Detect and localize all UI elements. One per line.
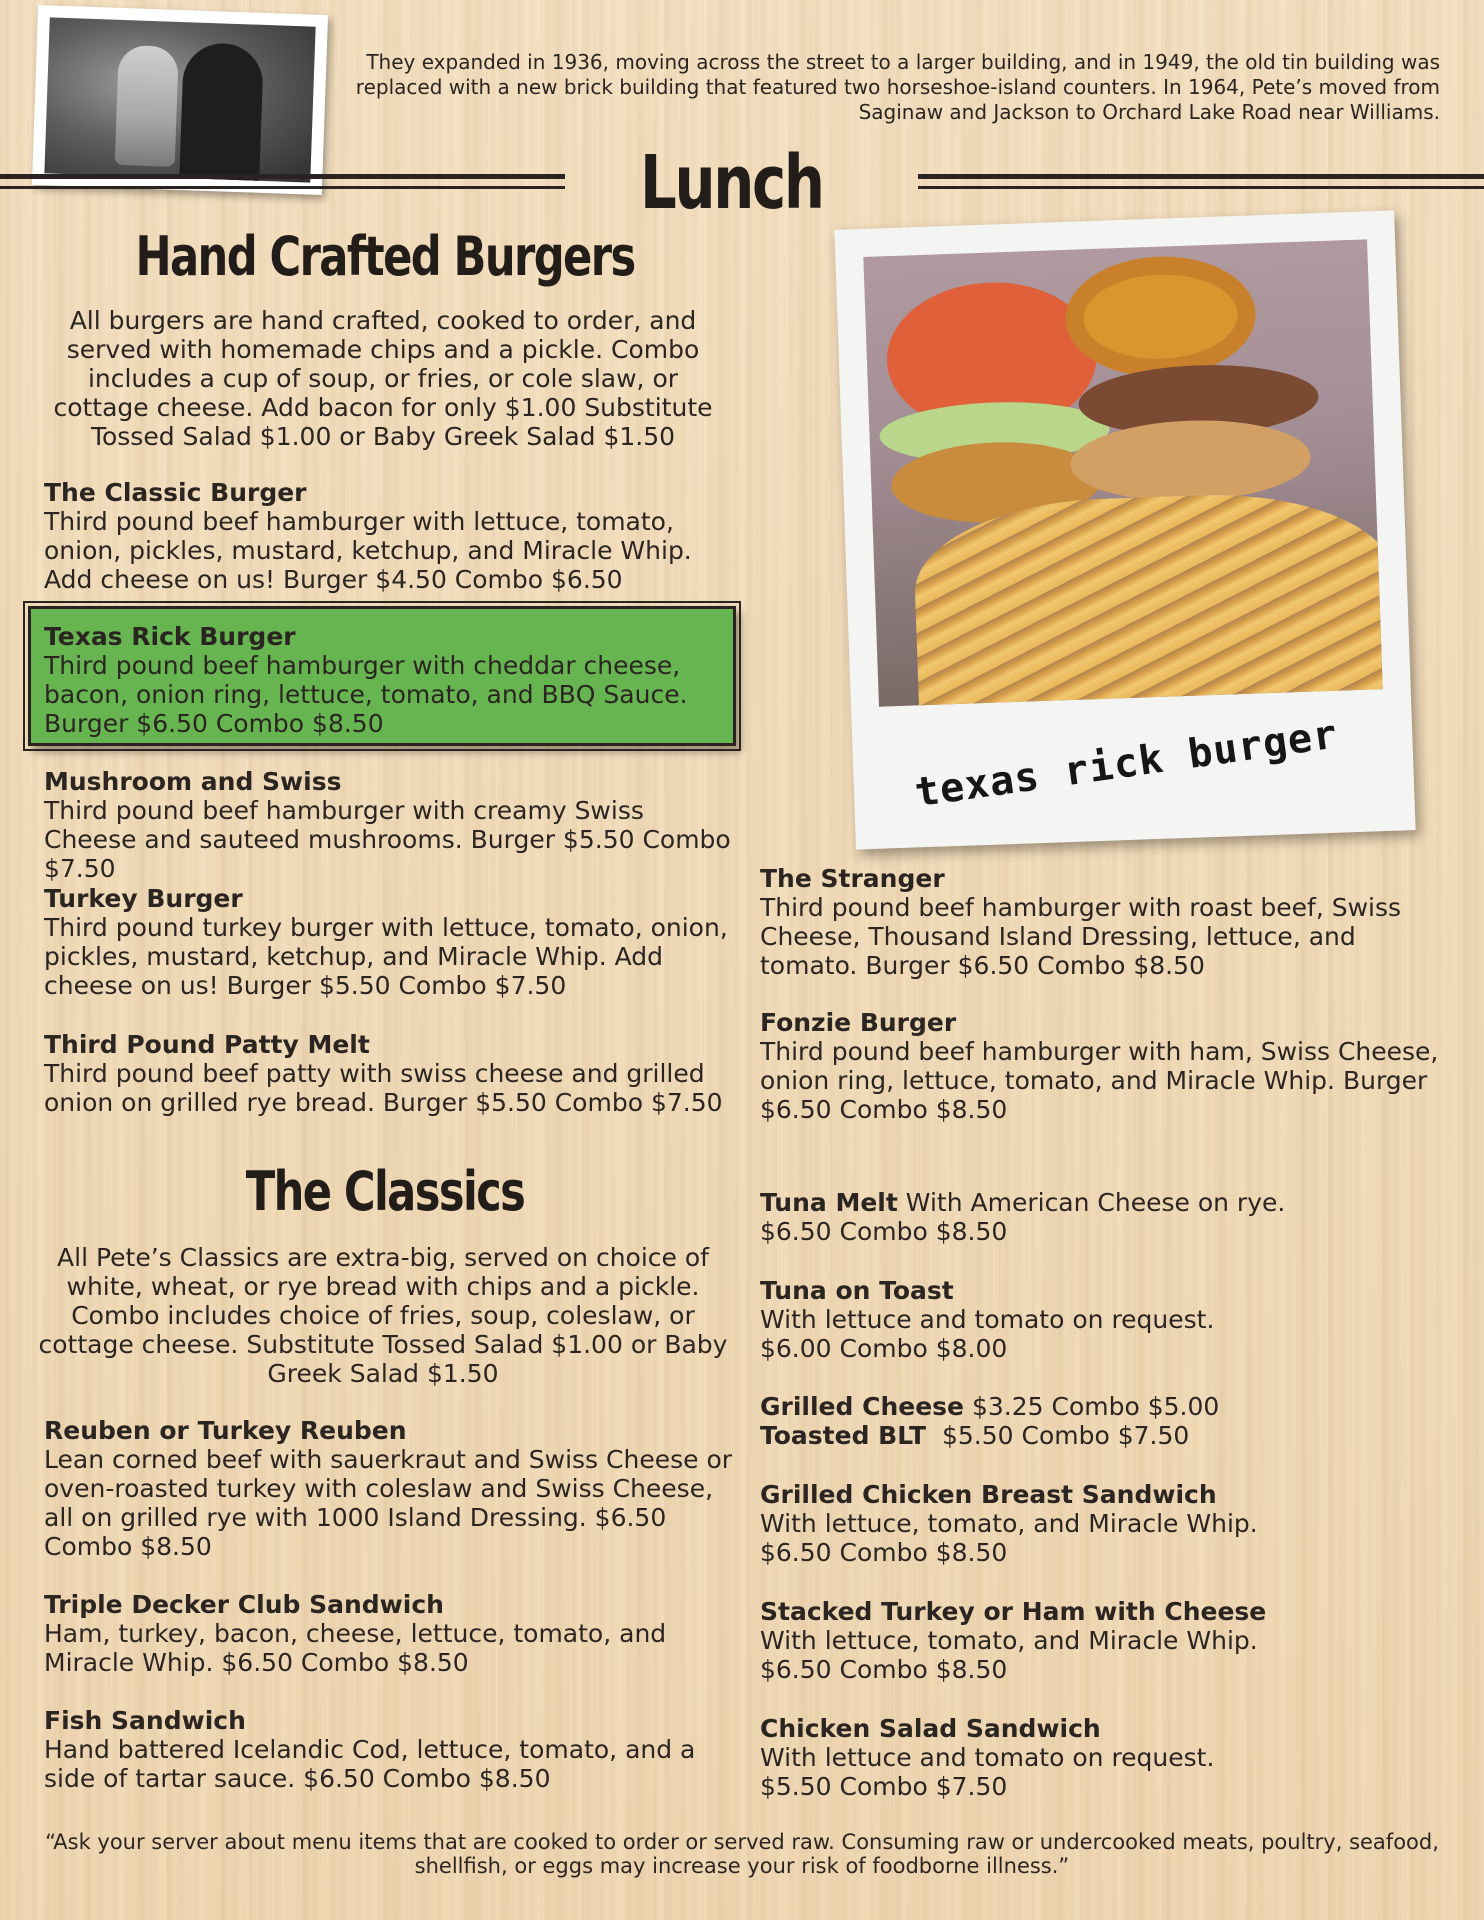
- burgers-description: All burgers are hand crafted, cooked to order, and served with homemade chips and a pickle. Combo includes a cup of soup, or fries, or cole slaw, or cottage cheese. Add bacon for only $1.00 Substitute Tossed Salad $1.00 or Baby Greek Salad $1.50: [53, 306, 713, 451]
- food-safety-disclaimer: “Ask your server about menu items that are cooked to order or served raw. Consuming raw or undercooked meats, poultry, seafood, shellfish, or eggs may increase your risk of foodborne illness.”: [45, 1830, 1439, 1878]
- menu-item-desc: Third pound beef hamburger with roast beef, Swiss Cheese, Thousand Island Dressing, lettuce, and tomato. Burger $6.50 Combo $8.50: [760, 893, 1402, 980]
- title-rule-left: [0, 174, 565, 189]
- menu-item: [760, 1188, 1460, 1246]
- photo-caption: texas rick burger: [912, 711, 1341, 817]
- menu-item-name: Triple Decker Club Sandwich: [44, 1590, 444, 1619]
- classics-description: All Pete’s Classics are extra-big, served on choice of white, wheat, or rye bread with chips and a pickle. Combo includes choice of fries, soup, coleslaw, or cottage cheese. Substitute Tossed Salad $1.00 or Baby Greek Salad $1.50: [38, 1243, 728, 1388]
- menu-item-desc: With lettuce, tomato, and Miracle Whip.: [760, 1509, 1258, 1538]
- menu-item-desc: With American Cheese on rye.: [905, 1188, 1286, 1217]
- menu-item: [760, 1480, 1460, 1567]
- menu-item-name: The Classic Burger: [44, 478, 307, 507]
- menu-item-name: Reuben or Turkey Reuben: [44, 1416, 407, 1445]
- menu-item-name: Mushroom and Swiss: [44, 767, 342, 796]
- menu-item-name: Stacked Turkey or Ham with Cheese: [760, 1597, 1267, 1626]
- menu-item-price: $6.50 Combo $8.50: [760, 1538, 1008, 1567]
- menu-item-name: Texas Rick Burger: [44, 622, 296, 651]
- history-intro-text: They expanded in 1936, moving across the street to a larger building, and in 1949, the old tin building was replaced with a new brick building that featured two horseshoe-island counters. In 1964, Pete’s moved from Saginaw and Jackson to Orchard Lake Road near Williams.: [355, 50, 1440, 124]
- menu-item: [44, 1590, 734, 1677]
- menu-item-name: Grilled Chicken Breast Sandwich: [760, 1480, 1217, 1509]
- burger-photo: [834, 210, 1415, 849]
- menu-item-name: Third Pound Patty Melt: [44, 1030, 370, 1059]
- menu-item-desc: Third pound beef hamburger with lettuce, tomato, onion, pickles, mustard, ketchup, and Miracle Whip. Add cheese on us! Burger $4.50 Combo $6.50: [44, 507, 692, 594]
- menu-item-desc: Third pound beef hamburger with creamy Swiss Cheese and sauteed mushrooms. Burger $5.50 Combo $7.50: [44, 796, 731, 883]
- menu-item-desc: $5.50 Combo $7.50: [941, 1421, 1190, 1450]
- menu-item-price: $6.50 Combo $8.50: [760, 1217, 1008, 1246]
- menu-item-desc: Third pound beef hamburger with ham, Swiss Cheese, onion ring, lettuce, tomato, and Miracle Whip. Burger $6.50 Combo $8.50: [760, 1037, 1439, 1124]
- menu-item: [760, 1392, 1460, 1450]
- menu-item: [760, 1008, 1460, 1124]
- burgers-heading: Hand Crafted Burgers: [135, 225, 635, 288]
- menu-item-desc: With lettuce and tomato on request.: [760, 1305, 1215, 1334]
- menu-item-name: Chicken Salad Sandwich: [760, 1714, 1101, 1743]
- vintage-photo: [32, 5, 328, 195]
- menu-item: [760, 1714, 1460, 1801]
- menu-item-desc: Hand battered Icelandic Cod, lettuce, tomato, and a side of tartar sauce. $6.50 Combo $8.50: [44, 1735, 696, 1793]
- featured-menu-item: [44, 622, 724, 738]
- menu-item: [760, 864, 1460, 980]
- menu-item-desc: With lettuce, tomato, and Miracle Whip.: [760, 1626, 1258, 1655]
- menu-item: [44, 884, 744, 1000]
- menu-item: [44, 1030, 744, 1117]
- menu-item-desc: Third pound beef hamburger with cheddar cheese, bacon, onion ring, lettuce, tomato, and BBQ Sauce. Burger $6.50 Combo $8.50: [44, 651, 688, 738]
- title-rule-right: [918, 174, 1484, 189]
- menu-item-name: The Stranger: [760, 864, 945, 893]
- menu-item: [44, 1416, 734, 1561]
- menu-item-name: Fish Sandwich: [44, 1706, 246, 1735]
- page-title: Lunch: [640, 140, 823, 226]
- menu-item: [760, 1597, 1460, 1684]
- menu-item-desc: Third pound beef patty with swiss cheese and grilled onion on grilled rye bread. Burger $5.50 Combo $7.50: [44, 1059, 723, 1117]
- menu-item-name: Fonzie Burger: [760, 1008, 957, 1037]
- classics-heading: The Classics: [245, 1160, 525, 1223]
- menu-item: [44, 767, 744, 883]
- menu-item-desc: Lean corned beef with sauerkraut and Swiss Cheese or oven-roasted turkey with coleslaw and Swiss Cheese, all on grilled rye with 1000 Island Dressing. $6.50 Combo $8.50: [44, 1445, 733, 1561]
- menu-item-name: Toasted BLT: [760, 1421, 927, 1450]
- menu-item-desc: Ham, turkey, bacon, cheese, lettuce, tomato, and Miracle Whip. $6.50 Combo $8.50: [44, 1619, 667, 1677]
- menu-item-desc: $3.25 Combo $5.00: [971, 1392, 1220, 1421]
- menu-item: [760, 1276, 1460, 1363]
- menu-item-name: Turkey Burger: [44, 884, 243, 913]
- menu-item: [44, 1706, 734, 1793]
- vintage-photo-image: [44, 17, 315, 182]
- menu-item-desc: With lettuce and tomato on request.: [760, 1743, 1215, 1772]
- menu-item-desc: Third pound turkey burger with lettuce, tomato, onion, pickles, mustard, ketchup, and Miracle Whip. Add cheese on us! Burger $5.50 Combo $7.50: [44, 913, 728, 1000]
- menu-item-price: $6.00 Combo $8.00: [760, 1334, 1008, 1363]
- menu-item-name: Grilled Cheese: [760, 1392, 965, 1421]
- menu-item-name: Tuna Melt: [760, 1188, 898, 1217]
- menu-item: [44, 478, 744, 594]
- menu-item-name: Tuna on Toast: [760, 1276, 954, 1305]
- menu-item-price: $6.50 Combo $8.50: [760, 1655, 1008, 1684]
- menu-item-price: $5.50 Combo $7.50: [760, 1772, 1008, 1801]
- burger-photo-image: [863, 239, 1382, 706]
